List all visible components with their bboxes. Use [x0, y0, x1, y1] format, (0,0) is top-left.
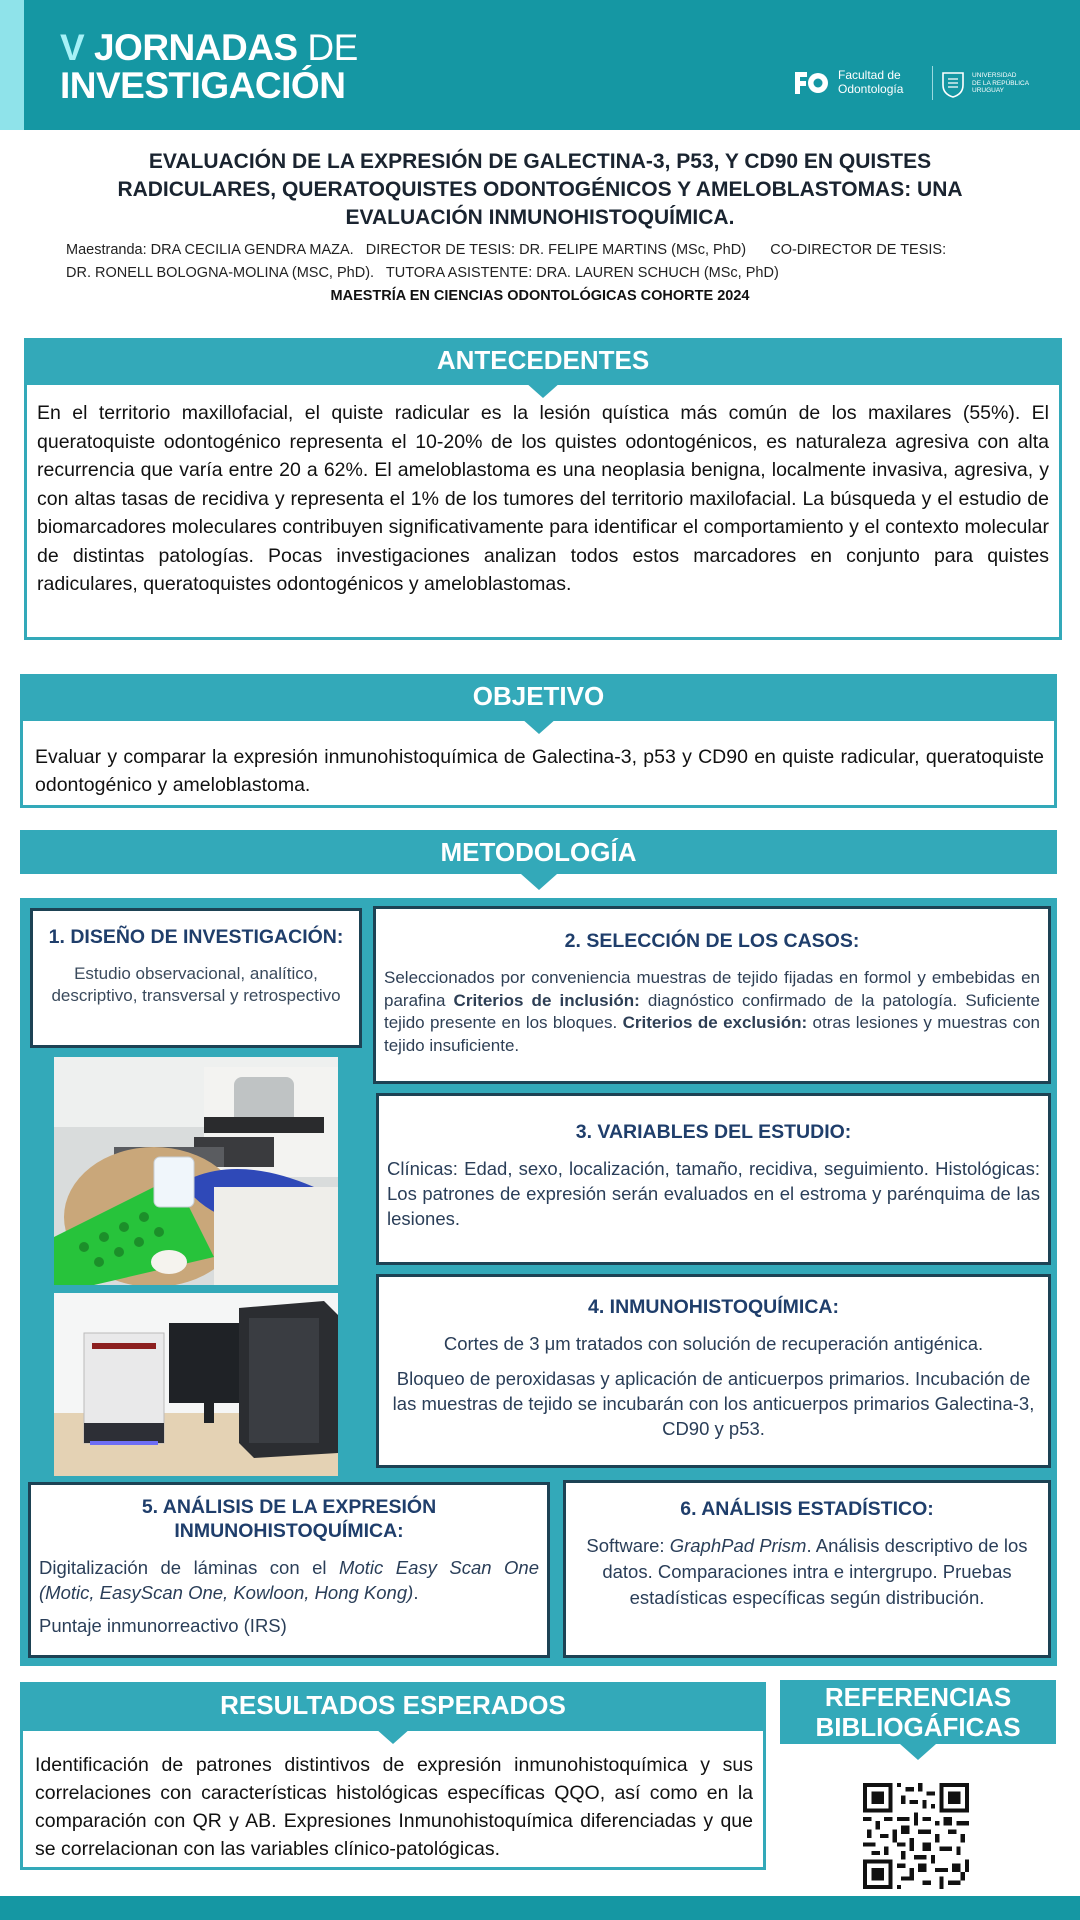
- referencias-heading: [780, 1680, 1056, 1744]
- brand-v: V: [60, 27, 85, 68]
- inmunohistoquimica-step1: Cortes de 3 μm tratados con solución de recuperación antigénica.: [443, 1333, 984, 1354]
- diseno-title: 1. DISEÑO DE INVESTIGACIÓN:: [48, 926, 344, 948]
- variables-card: [376, 1093, 1051, 1265]
- analisis-expresion-card: [28, 1482, 550, 1658]
- analisis-estadistico-body: [574, 1533, 1040, 1611]
- references-qr-code[interactable]: [863, 1783, 969, 1889]
- analisis-text-c: .: [413, 1582, 419, 1603]
- analisis-expresion-score: Puntaje inmunorreactivo (IRS): [39, 1615, 287, 1636]
- variables-body: Clínicas: Edad, sexo, localización, tamaño, recidiva, seguimiento. Histológicas: Los patrones de expresión serán evaluados en el estroma y parénquima de las lesiones.: [387, 1158, 1040, 1229]
- resultados-arrow-icon: [375, 1728, 411, 1744]
- lab-microscope-photo: [54, 1057, 338, 1285]
- referencias-arrow-icon: [900, 1744, 936, 1760]
- antecedentes-body: En el territorio maxillofacial, el quiste radicular es la lesión quística más común de los maxilares (55%). El queratoquiste odontogénico representa el 10-20% de los quistes odontogénicos, es naturaleza agresiva con alta recurrencia que varía entre 20 a 62%. El ameloblastoma es una neoplasia benigna, localmente invasiva, agresiva, y con altas tasas de recidiva y representa el 1% de los tumores del territorio maxilofacial. La búsqueda y el estudio de biomarcadores moleculares contribuyen significativamente para identificar el comportamiento y el contexto molecular de distintas patologías. Pocas investigaciones analizan todos estos marcadores en conjunto para quistes radiculares, queratoquistes odontogénicos y ameloblastomas.: [24, 382, 1062, 640]
- inmunohistoquimica-title: 4. INMUNOHISTOQUÍMICA:: [588, 1296, 839, 1318]
- antecedentes-arrow-icon: [525, 382, 561, 398]
- event-title-line2: INVESTIGACIÓN: [60, 65, 346, 106]
- seleccion-body: [384, 967, 1040, 1057]
- seleccion-text-c: diagnóstico confirmado de la patología. Suficiente tejido presente en los bloques.: [384, 990, 1040, 1032]
- analisis-expresion-body: [39, 1555, 539, 1605]
- antecedentes-heading: ANTECEDENTES: [24, 338, 1062, 382]
- metodologia-arrow-icon: [521, 874, 557, 890]
- authors-line1: Maestranda: DRA CECILIA GENDRA MAZA. DIRECTOR DE TESIS: DR. FELIPE MARTINS (MSc, PhD) CO-DIRECTOR DE TESIS:: [66, 242, 947, 258]
- analisis-estadistico-card: [563, 1480, 1051, 1658]
- seleccion-text-a: Seleccionados por conveniencia muestras de tejido fijadas en formol y embebidas en parafina: [384, 968, 1040, 1010]
- faculty-name-line1: Facultad de: [838, 68, 901, 82]
- estadistico-text-a: Software:: [586, 1535, 670, 1556]
- university-name-line3: URUGUAY: [972, 87, 1005, 94]
- variables-title: 3. VARIABLES DEL ESTUDIO:: [575, 1121, 852, 1143]
- university-name: [972, 72, 1029, 95]
- university-seal-icon: [940, 70, 966, 98]
- resultados-heading: RESULTADOS ESPERADOS: [20, 1682, 766, 1728]
- diseno-body: Estudio observacional, analítico, descriptivo, transversal y retrospectivo: [51, 964, 341, 1005]
- header-accent-strip: [0, 0, 24, 130]
- scanner-computer-photo: [54, 1293, 338, 1476]
- resultados-body: Identificación de patrones distintivos de expresión inmunohistoquímica y sus correlaciones con características histológicas específicas QQO, así como en la comparación con QR y AB. Expresiones Inmunohistoquímica diferenciadas y que se correlacionan con las variables clínico-patológicas.: [20, 1728, 766, 1870]
- inmunohistoquimica-step2: Bloqueo de peroxidasas y aplicación de anticuerpos primarios. Incubación de las muestras de tejido se incubarán con los anticuerpos primarios Galectina-3, CD90 y p53.: [392, 1368, 1035, 1439]
- event-title-line1: [60, 28, 358, 68]
- footer-bar: [0, 1896, 1080, 1920]
- authors-line2: DR. RONELL BOLOGNA-MOLINA (MSC, PhD). TUTORA ASISTENTE: DRA. LAUREN SCHUCH (MSc, PhD): [66, 265, 779, 281]
- estadistico-text-c: . Análisis descriptivo de los datos. Comparaciones intra e intergrupo. Pruebas estadísticas específicas según distribución.: [602, 1535, 1028, 1608]
- faculty-logo-icon: [793, 70, 829, 96]
- exclusion-criteria-label: Criterios de exclusión:: [622, 1013, 808, 1032]
- faculty-name: [838, 68, 903, 96]
- logo-divider: [932, 66, 933, 100]
- university-name-line1: UNIVERSIDAD: [972, 72, 1017, 79]
- metodologia-heading: METODOLOGÍA: [20, 830, 1057, 874]
- seleccion-text-e: otras lesiones y muestras con tejido insuficiente.: [384, 1013, 1040, 1055]
- brand-jornadas: JORNADAS: [93, 27, 298, 68]
- referencias-heading-line1: REFERENCIAS: [824, 1682, 1012, 1712]
- seleccion-title: 2. SELECCIÓN DE LOS CASOS:: [564, 930, 860, 952]
- software-name: GraphPad Prism: [669, 1535, 807, 1556]
- objetivo-body: Evaluar y comparar la expresión inmunohistoquímica de Galectina-3, p53 y CD90 en quiste radicular, queratoquiste odontogénico y ameloblastoma.: [20, 718, 1057, 808]
- analisis-estadistico-title: 6. ANÁLISIS ESTADÍSTICO:: [680, 1498, 934, 1520]
- analisis-text-a: Digitalización de láminas con el: [39, 1557, 340, 1578]
- lab-microscope-illustration: [54, 1057, 338, 1285]
- scanner-computer-illustration: [54, 1293, 338, 1476]
- objetivo-arrow-icon: [521, 718, 557, 734]
- diseno-card: [30, 908, 362, 1048]
- program-name: MAESTRÍA EN CIENCIAS ODONTOLÓGICAS COHORTE 2024: [330, 288, 750, 304]
- referencias-heading-line2: BIBLIOGÁFICAS: [815, 1712, 1021, 1742]
- poster-title: EVALUACIÓN DE LA EXPRESIÓN DE GALECTINA-3, P53, Y CD90 EN QUISTES RADICULARES, QUERATOQUISTES ODONTOGÉNICOS Y AMELOBLASTOMAS: UNA EVALUACIÓN INMUNOHISTOQUÍMICA.: [117, 150, 963, 229]
- brand-de: DE: [307, 27, 358, 68]
- objetivo-heading: OBJETIVO: [20, 674, 1057, 718]
- scanner-name: Motic Easy Scan One (Motic, EasyScan One, Kowloon, Hong Kong): [39, 1557, 540, 1603]
- faculty-name-line2: Odontología: [838, 82, 904, 96]
- university-name-line2: DE LA REPÚBLICA: [972, 79, 1030, 87]
- seleccion-card: [373, 906, 1051, 1084]
- inclusion-criteria-label: Criterios de inclusión:: [453, 990, 640, 1010]
- inmunohistoquimica-card: [376, 1274, 1051, 1468]
- analisis-expresion-title: 5. ANÁLISIS DE LA EXPRESIÓN INMUNOHISTOQUÍMICA:: [141, 1496, 437, 1542]
